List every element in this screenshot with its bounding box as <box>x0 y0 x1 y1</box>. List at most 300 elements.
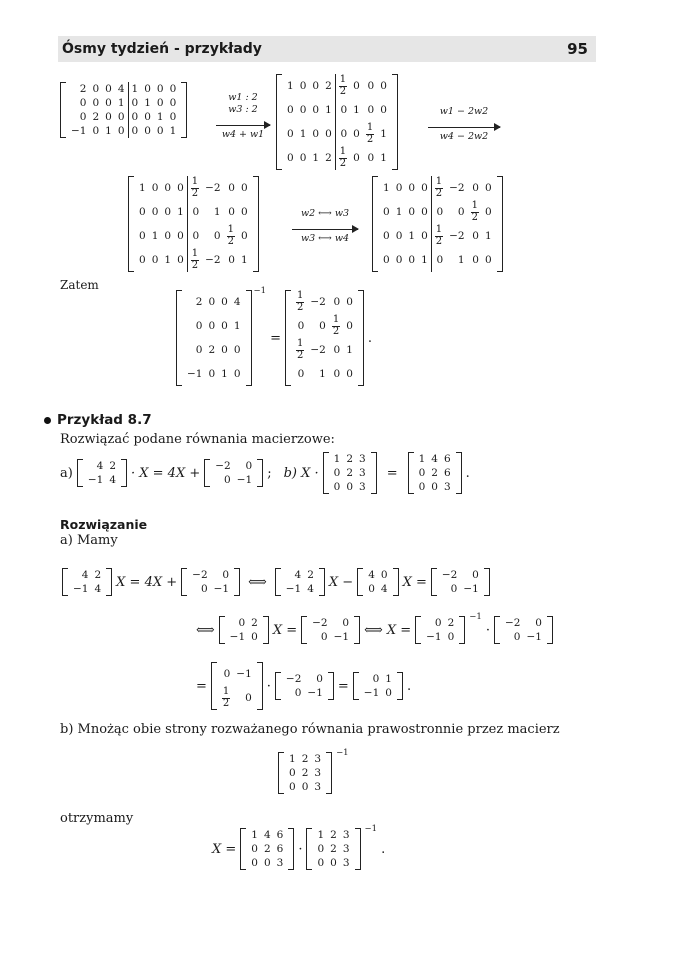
matrix-cell: 0 <box>312 104 320 116</box>
page-number: 95 <box>567 40 588 58</box>
matrix-cell: 4 <box>431 453 438 465</box>
matrix-row <box>416 452 454 466</box>
inverse-exponent: −1 <box>253 286 267 296</box>
matrix-cell: 4 <box>368 569 375 581</box>
augmented-matrix <box>60 82 187 138</box>
bracket-left <box>204 459 210 487</box>
matrix-cell: 1 <box>144 97 151 109</box>
inverse-exponent: −1 <box>336 748 349 758</box>
matrix-cell: 1 <box>418 453 426 465</box>
matrix-cell: 0 <box>164 230 172 242</box>
period: . <box>381 841 386 857</box>
matrix-cell: 0 <box>484 254 492 266</box>
matrix-row <box>361 672 395 686</box>
matrix-cell: 1 <box>383 182 390 194</box>
matrix-cell: 0 <box>450 583 458 595</box>
matrix-cell: 0 <box>117 125 125 137</box>
matrix-cell: −2 <box>192 569 208 581</box>
row-op: w2 ⟷ w3 <box>300 208 349 219</box>
row-op: w4 − 2w2 <box>439 130 489 142</box>
matrix-cell: 0 <box>312 128 320 140</box>
solution-line-3 <box>196 662 411 710</box>
matrix-cell: 2 <box>307 569 314 581</box>
matrix-cell: −2 <box>441 569 458 581</box>
otrzymamy-text: otrzymamy <box>60 811 134 826</box>
matrix-row <box>380 200 495 224</box>
equation-text: X = <box>272 622 298 638</box>
row-ops-2 <box>428 106 500 143</box>
matrix-body <box>219 662 255 710</box>
matrix-body <box>361 672 395 700</box>
bracket-right <box>257 459 263 487</box>
matrix-cell: 1 <box>395 206 403 218</box>
bracket-right <box>181 82 187 138</box>
matrix-cell: 0 <box>200 583 208 595</box>
matrix-cell: 1 <box>240 254 248 266</box>
row-ops-3 <box>292 208 358 245</box>
fraction <box>296 339 304 361</box>
matrix-cell: −2 <box>205 254 221 266</box>
matrix-cell: 2 <box>346 453 354 465</box>
matrix-cell: 0 <box>151 206 159 218</box>
equation-text: · X = 4X + <box>131 465 201 481</box>
equation-text: ⟺ X = <box>364 622 412 638</box>
denominator: 2 <box>296 349 304 361</box>
example-equations <box>60 452 470 494</box>
matrix-cell: 0 <box>164 206 172 218</box>
matrix-cell: 0 <box>233 344 241 356</box>
matrix-cell: −1 <box>307 687 323 699</box>
matrix-row <box>314 856 352 870</box>
matrix-cell: 0 <box>128 110 141 124</box>
matrix-cell: 4 <box>307 583 314 595</box>
matrix-cell: 1 <box>312 152 320 164</box>
matrix-cell: −1 <box>236 474 253 486</box>
numerator: 1 <box>191 176 199 187</box>
matrix-cell: 2 <box>325 152 332 164</box>
matrix-cell: 0 <box>240 182 248 194</box>
matrix-row <box>212 473 255 487</box>
matrix-cell: 0 <box>105 97 112 109</box>
matrix-body <box>365 568 390 596</box>
example-title: Przykład 8.7 <box>57 412 152 428</box>
matrix-row <box>219 662 255 686</box>
bracket-right <box>358 290 364 386</box>
matrix-cell: 0 <box>289 781 296 793</box>
bracket-left <box>176 290 182 386</box>
matrix-cell: 1 <box>380 128 387 140</box>
matrix-cell: 4 <box>94 583 102 595</box>
matrix-cell: 1 <box>317 829 325 841</box>
matrix-cell: 0 <box>408 254 416 266</box>
solution-a-intro: a) Mamy <box>60 533 118 548</box>
matrix-cell <box>431 224 446 248</box>
dot-operator: · <box>266 678 271 694</box>
matrix-cell <box>187 248 202 272</box>
matrix-cell: 0 <box>287 104 294 116</box>
matrix-cell: 3 <box>342 843 350 855</box>
bracket-left <box>128 176 134 272</box>
matrix-cell: 6 <box>443 467 451 479</box>
arrow-icon <box>216 117 270 126</box>
bracket-right <box>354 616 360 644</box>
matrix-cell: 1 <box>457 254 465 266</box>
row-op: w1 − 2w2 <box>439 106 489 117</box>
matrix <box>181 568 240 596</box>
matrix-row <box>361 686 395 700</box>
matrix-row <box>423 616 457 630</box>
matrix-cell: 0 <box>472 230 479 242</box>
matrix-cell: 0 <box>222 569 230 581</box>
matrix-row <box>283 568 317 582</box>
matrix-cell: 0 <box>251 857 258 869</box>
matrix-cell: 0 <box>330 857 337 869</box>
bracket-right <box>397 672 403 700</box>
matrix-cell: 0 <box>223 668 231 680</box>
matrix-cell: 0 <box>195 320 203 332</box>
fraction <box>435 225 443 247</box>
matrix-cell: 0 <box>335 98 350 122</box>
bracket-left <box>77 459 83 487</box>
matrix-row <box>136 176 251 200</box>
matrix-cell: 1 <box>385 673 392 685</box>
matrix <box>494 616 553 644</box>
solution-b-text: b) Mnożąc obie strony rozważanego równania prawostronnie przez macierz <box>60 722 560 737</box>
matrix-body <box>284 74 390 170</box>
matrix-cell: 4 <box>117 83 125 95</box>
matrix-cell: 0 <box>144 125 151 137</box>
matrix-A-inverse <box>285 290 364 386</box>
row-op: w3 ⟷ w4 <box>300 232 349 244</box>
matrix-cell: 0 <box>353 128 360 140</box>
iff-symbol: ⟺ <box>196 622 215 638</box>
bracket-right <box>392 74 398 170</box>
matrix-cell: 1 <box>117 97 125 109</box>
matrix-body <box>283 672 326 700</box>
matrix-cell: 1 <box>139 182 146 194</box>
matrix-cell: 1 <box>421 254 428 266</box>
matrix-cell: 0 <box>297 368 305 380</box>
matrix-cell: −1 <box>333 631 350 643</box>
matrix-cell <box>335 74 350 98</box>
matrix-cell: 2 <box>94 569 102 581</box>
bracket-left <box>408 452 414 494</box>
matrix-cell: −2 <box>504 617 521 629</box>
numerator: 1 <box>435 224 443 235</box>
matrix-C-inverse <box>278 748 349 794</box>
matrix-row <box>283 582 317 596</box>
matrix-cell: 0 <box>228 182 235 194</box>
matrix-row <box>293 290 356 314</box>
matrix-cell: 0 <box>383 254 390 266</box>
matrix-cell: 0 <box>380 104 387 116</box>
bracket-right <box>328 672 334 700</box>
matrix-cell: 0 <box>287 152 294 164</box>
bracket-right <box>326 752 332 794</box>
matrix-body <box>502 616 545 644</box>
matrix-cell: 0 <box>144 111 151 123</box>
numerator: 1 <box>191 248 199 259</box>
matrix-body <box>212 459 255 487</box>
matrix-row <box>184 314 244 338</box>
fraction <box>191 249 199 271</box>
bracket-left <box>62 568 68 596</box>
matrix-cell: −1 <box>229 631 246 643</box>
matrix <box>211 662 263 710</box>
matrix <box>323 452 377 494</box>
matrix-cell: −2 <box>215 460 231 472</box>
matrix-body <box>309 616 352 644</box>
matrix-cell: 1 <box>319 368 326 380</box>
matrix-cell: 1 <box>213 206 221 218</box>
matrix-cell: 0 <box>319 320 326 332</box>
part-b-label: b) X · <box>283 465 319 481</box>
matrix-cell: 2 <box>447 617 455 629</box>
matrix-row <box>184 290 244 314</box>
matrix-row <box>136 248 251 272</box>
numerator: 1 <box>296 290 304 301</box>
matrix-cell: 1 <box>346 344 353 356</box>
matrix-body <box>439 568 482 596</box>
matrix-cell: 4 <box>233 296 241 308</box>
matrix-row <box>314 842 352 856</box>
matrix-row <box>314 828 352 842</box>
matrix-row <box>365 568 390 582</box>
matrix-cell: 4 <box>109 474 116 486</box>
matrix-cell: 0 <box>431 481 438 493</box>
matrix-cell: 0 <box>372 673 380 685</box>
matrix-cell: 4 <box>294 569 302 581</box>
bracket-right <box>234 568 240 596</box>
matrix-row <box>219 686 255 710</box>
matrix-cell: 0 <box>421 206 428 218</box>
bracket-left <box>431 568 437 596</box>
matrix-row <box>286 752 324 766</box>
matrix-cell: 0 <box>92 83 100 95</box>
semicolon: ; <box>267 465 272 481</box>
matrix-cell: 0 <box>299 104 307 116</box>
matrix-cell: 0 <box>353 80 360 92</box>
matrix-cell <box>293 290 307 314</box>
matrix-row <box>309 630 352 644</box>
bracket-right <box>288 828 294 870</box>
matrix-body <box>423 616 457 644</box>
equation-text: X = 4X + <box>116 574 178 590</box>
matrix-cell: 4 <box>263 829 271 841</box>
matrix-cell: 0 <box>187 200 202 224</box>
matrix-cell: 1 <box>353 104 360 116</box>
matrix-cell: 0 <box>208 320 216 332</box>
denominator: 2 <box>366 133 374 145</box>
equation-text: X = <box>402 574 427 590</box>
matrix-cell: 0 <box>484 182 492 194</box>
matrix-body <box>416 452 454 494</box>
matrix-row <box>293 338 356 362</box>
matrix-cell: 0 <box>325 128 332 140</box>
equation-text: X − <box>328 574 354 590</box>
matrix-row <box>227 630 261 644</box>
matrix-cell <box>363 122 377 146</box>
matrix-row <box>68 124 179 138</box>
arrow-icon <box>428 119 500 128</box>
matrix-cell <box>329 314 343 338</box>
matrix-cell: 2 <box>109 460 116 472</box>
matrix-cell: 0 <box>395 254 403 266</box>
matrix-row <box>439 582 482 596</box>
matrix-cell: 0 <box>187 224 202 248</box>
matrix <box>415 616 465 644</box>
matrix <box>353 672 403 700</box>
matrix-cell: −2 <box>285 673 302 685</box>
matrix-cell: 0 <box>301 781 309 793</box>
matrix-body <box>189 568 232 596</box>
arrow-icon <box>292 221 358 230</box>
numerator: 1 <box>222 686 230 697</box>
fraction <box>339 75 347 97</box>
matrix-cell: 0 <box>169 111 177 123</box>
matrix-cell: 3 <box>314 781 322 793</box>
denominator: 2 <box>339 157 347 169</box>
bracket-right <box>121 459 127 487</box>
bracket-right <box>393 568 399 596</box>
matrix-row <box>293 362 356 386</box>
matrix-row <box>85 459 119 473</box>
matrix-row <box>416 480 454 494</box>
matrix-cell: 0 <box>156 125 164 137</box>
matrix-cell: 0 <box>418 481 426 493</box>
matrix-cell: 0 <box>164 182 172 194</box>
matrix-cell: 0 <box>472 569 479 581</box>
matrix-row <box>502 630 545 644</box>
matrix-row <box>284 74 390 98</box>
matrix-row <box>184 362 244 386</box>
matrix-cell: 1 <box>156 111 164 123</box>
matrix-cell: 0 <box>299 152 307 164</box>
matrix-cell: 2 <box>208 344 216 356</box>
period: . <box>465 465 470 481</box>
iff-symbol: ⟺ <box>248 574 267 590</box>
matrix-cell: 3 <box>359 481 366 493</box>
matrix-row <box>85 473 119 487</box>
matrix-step1-b <box>276 74 398 170</box>
matrix-body <box>283 568 317 596</box>
matrix-cell: −1 <box>71 125 87 137</box>
matrix-cell: 0 <box>287 128 294 140</box>
denominator: 2 <box>296 301 304 313</box>
bracket-left <box>353 672 359 700</box>
matrix-row <box>68 82 179 96</box>
numerator: 1 <box>332 314 340 325</box>
matrix-cell: 3 <box>276 857 284 869</box>
matrix-cell: 2 <box>79 83 87 95</box>
solution-title: Rozwiązanie <box>60 517 148 532</box>
matrix-body <box>314 828 352 870</box>
equals-sign: = <box>270 330 281 346</box>
matrix-body <box>331 452 369 494</box>
denominator: 2 <box>332 325 340 337</box>
matrix-cell: 0 <box>418 467 426 479</box>
matrix-cell: 4 <box>96 460 104 472</box>
matrix-cell: 1 <box>408 230 416 242</box>
bracket-left <box>323 452 329 494</box>
matrix-cell: 0 <box>92 125 100 137</box>
dot-operator: · <box>485 622 490 638</box>
fraction <box>227 225 235 247</box>
bracket-right <box>459 616 465 644</box>
matrix-cell: 0 <box>335 122 350 146</box>
matrix-row <box>423 630 457 644</box>
matrix-cell: −2 <box>205 182 221 194</box>
matrix-cell: 6 <box>443 453 451 465</box>
matrix-cell: 0 <box>92 97 100 109</box>
matrix-row <box>248 856 286 870</box>
matrix-cell: 0 <box>221 344 228 356</box>
denominator: 2 <box>227 235 234 247</box>
matrix-cell: 1 <box>105 125 112 137</box>
numerator: 1 <box>339 146 347 157</box>
fraction <box>222 687 230 709</box>
matrix-cell: 1 <box>164 254 172 266</box>
matrix-cell: 0 <box>156 97 164 109</box>
denominator: 2 <box>435 235 443 247</box>
matrix-cell: 0 <box>447 631 455 643</box>
matrix <box>431 568 490 596</box>
bracket-right <box>106 568 112 596</box>
row-op: w4 + w1 <box>221 128 265 140</box>
matrix <box>275 568 325 596</box>
matrix-row <box>380 176 495 200</box>
period: . <box>367 330 373 346</box>
matrix-cell: 0 <box>333 467 341 479</box>
matrix-cell: 0 <box>144 83 151 95</box>
solution-line-1 <box>62 568 490 596</box>
matrix-cell: 0 <box>221 296 228 308</box>
matrix-cell: 0 <box>367 152 375 164</box>
matrix-row <box>136 224 251 248</box>
matrix <box>278 752 332 794</box>
matrix-cell: 1 <box>380 152 387 164</box>
matrix-cell: 0 <box>233 368 241 380</box>
bracket-left <box>219 616 225 644</box>
matrix-cell: 0 <box>297 320 305 332</box>
bracket-right <box>497 176 503 272</box>
matrix-cell <box>431 176 446 200</box>
matrix-body <box>293 290 356 386</box>
bracket-right <box>547 616 553 644</box>
matrix-cell: −1 <box>213 583 230 595</box>
matrix-cell: 2 <box>251 617 258 629</box>
matrix-cell: 0 <box>431 200 446 224</box>
equation-text: X = <box>212 841 237 857</box>
matrix-cell: 1 <box>221 368 228 380</box>
matrix-row <box>284 146 390 170</box>
matrix-row <box>212 459 255 473</box>
matrix-row <box>184 338 244 362</box>
fraction <box>191 177 199 199</box>
matrix-cell: 6 <box>276 829 284 841</box>
matrix-row <box>309 616 352 630</box>
matrix-step1-a <box>60 82 187 138</box>
inverse-result <box>176 286 373 386</box>
matrix <box>306 828 360 870</box>
matrix-cell: 0 <box>333 368 341 380</box>
fraction <box>471 201 479 223</box>
bracket-right <box>263 616 269 644</box>
matrix-row <box>70 582 104 596</box>
matrix-cell: 0 <box>213 230 221 242</box>
matrix-cell: 0 <box>177 254 184 266</box>
matrix-cell: 2 <box>195 296 203 308</box>
